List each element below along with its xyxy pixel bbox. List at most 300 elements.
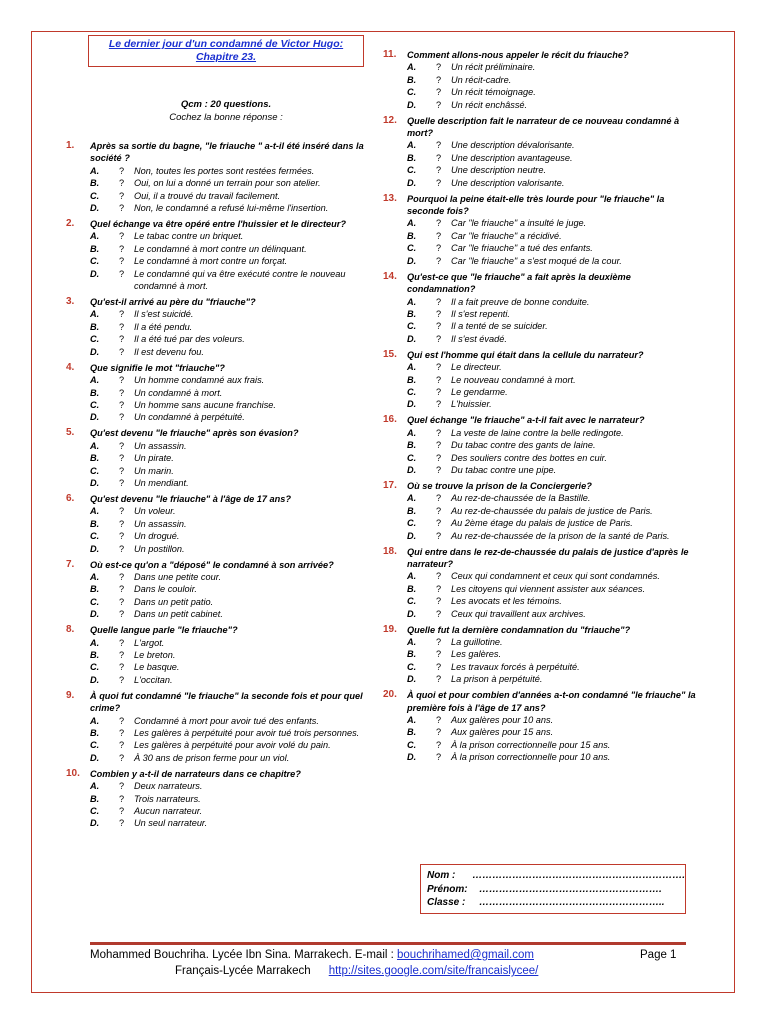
- option-letter: D.: [90, 203, 100, 214]
- checkbox-icon[interactable]: ?: [436, 87, 442, 98]
- option-text: Aucun narrateur.: [134, 806, 203, 817]
- answer-option[interactable]: [383, 595, 698, 607]
- option-letter: A.: [407, 62, 417, 73]
- checkbox-icon[interactable]: ?: [119, 818, 125, 829]
- option-text: Non, toutes les portes sont restées fermées.: [134, 165, 315, 176]
- option-letter: B.: [90, 584, 100, 595]
- checkbox-icon[interactable]: ?: [436, 62, 442, 73]
- option-text: Un récit-cadre.: [451, 74, 512, 85]
- answer-option[interactable]: [66, 805, 364, 817]
- checkbox-icon[interactable]: ?: [119, 440, 125, 451]
- option-text: La prison à perpétuité.: [451, 674, 543, 685]
- question-item: [66, 559, 364, 621]
- checkbox-icon[interactable]: ?: [119, 662, 125, 673]
- checkbox-icon[interactable]: ?: [119, 190, 125, 201]
- answer-option[interactable]: [383, 386, 698, 398]
- question-text: Qui est l'homme qui était dans la cellule du narrateur?: [407, 349, 644, 360]
- answer-option[interactable]: [66, 387, 364, 399]
- answer-option[interactable]: [383, 139, 698, 151]
- option-letter: B.: [407, 649, 417, 660]
- checkbox-icon[interactable]: ?: [436, 583, 442, 594]
- question-number: 16.: [383, 414, 397, 426]
- answer-option[interactable]: [383, 374, 698, 386]
- checkbox-icon[interactable]: ?: [436, 374, 442, 385]
- checkbox-icon[interactable]: ?: [119, 596, 125, 607]
- option-text: Un condamné à mort.: [134, 387, 223, 398]
- answer-option[interactable]: [383, 648, 698, 660]
- option-text: Car "le friauche" a tué des enfants.: [451, 243, 593, 254]
- checkbox-icon[interactable]: ?: [436, 674, 442, 685]
- question-text: Quel échange "le friauche" a-t-il fait avec le narrateur?: [407, 415, 645, 426]
- option-text: Le breton.: [134, 650, 176, 660]
- option-letter: C.: [90, 531, 100, 542]
- answer-option[interactable]: [66, 637, 364, 649]
- checkbox-icon[interactable]: ?: [436, 308, 442, 319]
- answer-option[interactable]: [66, 321, 364, 333]
- option-text: Oui, on lui a donné un terrain pour son atelier.: [134, 178, 321, 189]
- checkbox-icon[interactable]: ?: [119, 477, 125, 488]
- checkbox-icon[interactable]: ?: [119, 740, 125, 751]
- question-line: [66, 493, 364, 505]
- answer-option[interactable]: [383, 308, 698, 320]
- answer-option[interactable]: [383, 673, 698, 685]
- option-text: Les galères.: [451, 649, 502, 660]
- answer-option[interactable]: [383, 398, 698, 410]
- option-letter: B.: [407, 230, 417, 241]
- option-letter: A.: [90, 375, 100, 386]
- answer-option[interactable]: [383, 608, 698, 620]
- option-letter: D.: [407, 752, 417, 763]
- answer-option[interactable]: [66, 793, 364, 805]
- checkbox-icon[interactable]: ?: [436, 530, 442, 541]
- answer-option[interactable]: [383, 242, 698, 254]
- checkbox-icon[interactable]: ?: [436, 177, 442, 188]
- checkbox-icon[interactable]: ?: [119, 309, 125, 320]
- checkbox-icon[interactable]: ?: [436, 596, 442, 607]
- option-text: L'argot.: [134, 637, 165, 648]
- option-letter: D.: [407, 255, 417, 266]
- question-text: Où se trouve la prison de la Conciergerie?: [407, 480, 592, 491]
- checkbox-icon[interactable]: ?: [436, 493, 442, 504]
- footer-site-line: [175, 964, 538, 979]
- checkbox-icon[interactable]: ?: [436, 99, 442, 110]
- option-text: Il a tenté de se suicider.: [451, 321, 548, 332]
- checkbox-icon[interactable]: ?: [436, 165, 442, 176]
- option-letter: C.: [407, 452, 417, 463]
- answer-option[interactable]: [383, 517, 698, 529]
- class-row: [427, 896, 685, 910]
- checkbox-icon[interactable]: ?: [119, 178, 125, 189]
- checkbox-icon[interactable]: ?: [119, 268, 125, 279]
- checkbox-icon[interactable]: ?: [119, 650, 125, 660]
- answer-option[interactable]: [383, 296, 698, 308]
- option-text: Les galères à perpétuité pour avoir volé du pain.: [134, 740, 331, 751]
- answer-option[interactable]: [66, 608, 364, 620]
- checkbox-icon[interactable]: ?: [119, 781, 125, 792]
- option-text: Les travaux forcés à perpétuité.: [451, 661, 580, 672]
- option-text: Aux galères pour 15 ans.: [451, 727, 554, 738]
- checkbox-icon[interactable]: ?: [436, 752, 442, 763]
- option-letter: B.: [90, 793, 100, 804]
- checkbox-icon[interactable]: ?: [436, 333, 442, 344]
- checkbox-icon[interactable]: ?: [436, 218, 442, 229]
- question-number: 6.: [66, 492, 75, 504]
- checkbox-icon[interactable]: ?: [436, 637, 442, 648]
- question-line: [66, 296, 364, 308]
- question-item: [383, 480, 698, 542]
- option-letter: C.: [90, 662, 100, 673]
- checkbox-icon[interactable]: ?: [436, 739, 442, 750]
- question-text: Qu'est-ce que "le friauche" a fait après la deuxième condamnation?: [407, 271, 631, 295]
- instruction-text: Cochez la bonne réponse :: [169, 112, 283, 123]
- checkbox-icon[interactable]: ?: [119, 531, 125, 542]
- option-text: Condamné à mort pour avoir tué des enfants.: [134, 715, 319, 726]
- option-text: Au rez-de-chaussée de la Bastille.: [451, 493, 591, 504]
- checkbox-icon[interactable]: ?: [119, 375, 125, 386]
- answer-option[interactable]: [383, 361, 698, 373]
- footer-email-link[interactable]: bouchrihamed@gmail.com: [397, 949, 534, 961]
- checkbox-icon[interactable]: ?: [119, 465, 125, 476]
- answer-option[interactable]: [66, 596, 364, 608]
- option-text: Des souliers contre des bottes en cuir.: [451, 452, 607, 463]
- checkbox-icon[interactable]: ?: [436, 230, 442, 241]
- question-item: [66, 768, 364, 830]
- option-letter: B.: [407, 727, 417, 738]
- answer-option[interactable]: [383, 427, 698, 439]
- footer-author-text: Mohammed Bouchriha. Lycée Ibn Sina. Marrakech. E-mail :: [90, 949, 398, 961]
- option-text: Aux galères pour 10 ans.: [451, 715, 554, 726]
- question-line: [383, 624, 698, 636]
- answer-option[interactable]: [66, 505, 364, 517]
- option-letter: B.: [407, 308, 417, 319]
- answer-option[interactable]: [66, 583, 364, 595]
- question-number: 19.: [383, 623, 397, 635]
- option-letter: B.: [90, 387, 100, 398]
- option-letter: D.: [90, 674, 100, 685]
- question-item: [66, 140, 364, 214]
- checkbox-icon[interactable]: ?: [436, 649, 442, 660]
- question-item: [383, 624, 698, 686]
- name-field[interactable]: ……………………………………………………….: [472, 870, 685, 881]
- option-letter: C.: [407, 165, 417, 176]
- question-number: 9.: [66, 689, 75, 701]
- question-item: [383, 689, 698, 763]
- answer-option[interactable]: [383, 333, 698, 345]
- answer-option[interactable]: [66, 399, 364, 411]
- option-text: À 30 ans de prison ferme pour un viol.: [134, 752, 290, 763]
- question-item: [66, 493, 364, 555]
- checkbox-icon[interactable]: ?: [119, 728, 125, 739]
- question-number: 8.: [66, 624, 75, 636]
- option-text: Le nouveau condamné à mort.: [451, 374, 576, 385]
- option-text: Un assassin.: [134, 440, 187, 451]
- option-letter: D.: [90, 412, 100, 423]
- checkbox-icon[interactable]: ?: [119, 321, 125, 332]
- option-text: Trois narrateurs.: [134, 793, 201, 804]
- checkbox-icon[interactable]: ?: [436, 152, 442, 163]
- option-text: Car "le friauche" a s'est moqué de la cour.: [451, 255, 622, 266]
- checkbox-icon[interactable]: ?: [119, 412, 125, 423]
- option-letter: A.: [90, 715, 100, 726]
- question-line: [66, 362, 364, 374]
- checkbox-icon[interactable]: ?: [436, 661, 442, 672]
- question-text: Après sa sortie du bagne, "le friauche " a-t-il été inséré dans la société ?: [90, 141, 364, 164]
- option-text: Les citoyens qui viennent assister aux séances.: [451, 583, 646, 594]
- answer-option[interactable]: [66, 202, 364, 214]
- option-text: Le tabac contre un briquet.: [134, 231, 244, 242]
- title-line-2: Chapitre 23.: [195, 51, 257, 63]
- option-letter: C.: [90, 465, 100, 476]
- checkbox-icon[interactable]: ?: [119, 609, 125, 620]
- title-line-1: Le dernier jour d'un condamné de Victor Hugo:: [108, 38, 344, 50]
- option-text: Le gendarme.: [451, 386, 508, 397]
- answer-option[interactable]: [66, 661, 364, 673]
- answer-option[interactable]: [66, 477, 364, 489]
- answer-option[interactable]: [66, 333, 364, 345]
- checkbox-icon[interactable]: ?: [119, 518, 125, 529]
- checkbox-icon[interactable]: ?: [119, 584, 125, 595]
- option-text: À la prison correctionnelle pour 15 ans.: [451, 739, 611, 750]
- checkbox-icon[interactable]: ?: [119, 674, 125, 685]
- answer-option[interactable]: [383, 439, 698, 451]
- class-field[interactable]: ………………………………………………..: [479, 897, 665, 908]
- answer-option[interactable]: [66, 571, 364, 583]
- option-letter: A.: [407, 140, 417, 151]
- checkbox-icon[interactable]: ?: [436, 140, 442, 151]
- answer-option[interactable]: [66, 411, 364, 423]
- answer-option[interactable]: [66, 780, 364, 792]
- option-letter: C.: [90, 596, 100, 607]
- answer-option[interactable]: [383, 99, 698, 111]
- option-text: Un récit enchâssé.: [451, 99, 528, 110]
- checkbox-icon[interactable]: ?: [119, 346, 125, 357]
- option-text: Le basque.: [134, 662, 180, 673]
- option-letter: D.: [407, 99, 417, 110]
- answer-option[interactable]: [66, 255, 364, 267]
- answer-option[interactable]: [66, 817, 364, 829]
- checkbox-icon[interactable]: ?: [436, 505, 442, 516]
- option-text: Car "le friauche" a insulté le juge.: [451, 218, 587, 229]
- checkbox-icon[interactable]: ?: [119, 571, 125, 582]
- answer-option[interactable]: [383, 152, 698, 164]
- question-text: Pourquoi la peine était-elle très lourde pour "le friauche" la seconde fois?: [407, 193, 665, 217]
- firstname-field[interactable]: ……………………………………………….: [479, 883, 662, 895]
- answer-option[interactable]: [383, 530, 698, 542]
- question-line: [383, 480, 698, 492]
- checkbox-icon[interactable]: ?: [436, 608, 442, 619]
- option-text: Dans un petit patio.: [134, 596, 214, 607]
- checkbox-icon[interactable]: ?: [119, 203, 125, 214]
- option-letter: A.: [90, 231, 100, 242]
- answer-option[interactable]: [383, 492, 698, 504]
- option-letter: D.: [90, 346, 100, 357]
- option-text: Non, le condamné a refusé lui-même l'insertion.: [134, 203, 329, 214]
- answer-option[interactable]: [66, 190, 364, 202]
- checkbox-icon[interactable]: ?: [119, 256, 125, 267]
- question-line: [383, 414, 698, 426]
- checkbox-icon[interactable]: ?: [119, 243, 125, 254]
- option-letter: C.: [90, 806, 100, 817]
- checkbox-icon[interactable]: ?: [436, 386, 442, 397]
- answer-option[interactable]: [66, 165, 364, 177]
- answer-option[interactable]: [66, 268, 364, 293]
- answer-option[interactable]: [66, 465, 364, 477]
- answer-option[interactable]: [66, 727, 364, 739]
- option-letter: A.: [407, 218, 417, 229]
- answer-option[interactable]: [66, 739, 364, 751]
- question-line: [383, 271, 698, 296]
- option-text: Le directeur.: [451, 362, 502, 373]
- checkbox-icon[interactable]: ?: [119, 637, 125, 648]
- checkbox-icon[interactable]: ?: [119, 806, 125, 817]
- option-letter: A.: [90, 571, 100, 582]
- answer-option[interactable]: [66, 230, 364, 242]
- option-letter: C.: [407, 386, 417, 397]
- option-letter: C.: [407, 243, 417, 254]
- document-title-box: [88, 35, 364, 67]
- question-item: [66, 296, 364, 358]
- answer-option[interactable]: [383, 583, 698, 595]
- checkbox-icon[interactable]: ?: [436, 362, 442, 373]
- option-text: Une description avantageuse.: [451, 152, 573, 163]
- answer-option[interactable]: [383, 320, 698, 332]
- answer-option[interactable]: [383, 636, 698, 648]
- checkbox-icon[interactable]: ?: [436, 321, 442, 332]
- question-text: À quoi et pour combien d'années a-t-on condamné "le friauche" la première fois à l'âge de 17 ans?: [407, 690, 696, 713]
- checkbox-icon[interactable]: ?: [436, 452, 442, 463]
- answer-option[interactable]: [66, 346, 364, 358]
- option-letter: D.: [407, 464, 417, 475]
- option-text: Un assassin.: [134, 518, 187, 529]
- footer-site-link[interactable]: http://sites.google.com/site/francaislycee/: [328, 965, 539, 977]
- checkbox-icon[interactable]: ?: [119, 334, 125, 345]
- answer-option[interactable]: [383, 505, 698, 517]
- question-line: [66, 768, 364, 780]
- student-info-box: [420, 864, 686, 914]
- checkbox-icon[interactable]: ?: [436, 399, 442, 410]
- option-letter: D.: [90, 609, 100, 620]
- checkbox-icon[interactable]: ?: [119, 543, 125, 554]
- answer-option[interactable]: [383, 726, 698, 738]
- option-text: Oui, il a trouvé du travail facilement.: [134, 190, 281, 201]
- option-text: Un voleur.: [134, 506, 176, 517]
- answer-option[interactable]: [66, 518, 364, 530]
- answer-option[interactable]: [383, 739, 698, 751]
- question-text: Comment allons-nous appeler le récit du friauche?: [407, 50, 629, 60]
- answer-option[interactable]: [383, 570, 698, 582]
- checkbox-icon[interactable]: ?: [436, 464, 442, 475]
- answer-option[interactable]: [66, 177, 364, 189]
- answer-option[interactable]: [66, 543, 364, 555]
- option-letter: A.: [90, 309, 100, 320]
- checkbox-icon[interactable]: ?: [119, 231, 125, 242]
- option-letter: C.: [407, 518, 417, 529]
- option-text: Du tabac contre des gants de laine.: [451, 440, 596, 451]
- checkbox-icon[interactable]: ?: [119, 453, 125, 464]
- option-letter: D.: [407, 608, 417, 619]
- option-letter: A.: [407, 715, 417, 726]
- checkbox-icon[interactable]: ?: [436, 74, 442, 85]
- answer-option[interactable]: [66, 452, 364, 464]
- option-text: Il s'est évadé.: [451, 333, 507, 344]
- answer-option[interactable]: [383, 452, 698, 464]
- answer-option[interactable]: [383, 230, 698, 242]
- checkbox-icon[interactable]: ?: [119, 399, 125, 410]
- answer-option[interactable]: [383, 714, 698, 726]
- answer-option[interactable]: [383, 464, 698, 476]
- answer-option[interactable]: [66, 243, 364, 255]
- questions-left-column: [66, 140, 364, 833]
- checkbox-icon[interactable]: ?: [436, 427, 442, 438]
- checkbox-icon[interactable]: ?: [436, 243, 442, 254]
- question-number: 10.: [66, 767, 80, 779]
- answer-option[interactable]: [383, 255, 698, 267]
- option-text: L'huissier.: [451, 399, 492, 410]
- answer-option[interactable]: [383, 74, 698, 86]
- answer-option[interactable]: [383, 61, 698, 73]
- answer-option[interactable]: [383, 86, 698, 98]
- answer-option[interactable]: [383, 177, 698, 189]
- class-label: Classe :: [427, 897, 466, 908]
- checkbox-icon[interactable]: ?: [119, 752, 125, 763]
- name-row: [427, 869, 685, 883]
- answer-option[interactable]: [66, 649, 364, 661]
- question-line: [66, 690, 364, 715]
- answer-option[interactable]: [66, 715, 364, 727]
- answer-option[interactable]: [66, 308, 364, 320]
- checkbox-icon[interactable]: ?: [119, 506, 125, 517]
- option-letter: C.: [90, 740, 100, 751]
- checkbox-icon[interactable]: ?: [436, 440, 442, 451]
- option-text: Un postillon.: [134, 543, 185, 554]
- option-text: Un récit témoignage.: [451, 87, 536, 98]
- checkbox-icon[interactable]: ?: [119, 793, 125, 804]
- option-text: Les galères à perpétuité pour avoir tué trois personnes.: [134, 728, 360, 739]
- checkbox-icon[interactable]: ?: [436, 715, 442, 726]
- answer-option[interactable]: [66, 752, 364, 764]
- option-text: Un mendiant.: [134, 477, 189, 488]
- answer-option[interactable]: [66, 374, 364, 386]
- option-letter: B.: [90, 243, 100, 254]
- checkbox-icon[interactable]: ?: [436, 571, 442, 582]
- checkbox-icon[interactable]: ?: [436, 727, 442, 738]
- option-letter: B.: [407, 152, 417, 163]
- question-item: [383, 115, 698, 189]
- option-text: Il s'est repenti.: [451, 308, 510, 319]
- option-letter: A.: [407, 427, 417, 438]
- option-text: Au rez-de-chaussée du palais de justice de Paris.: [451, 505, 653, 516]
- option-text: Dans une petite cour.: [134, 571, 221, 582]
- option-letter: D.: [90, 752, 100, 763]
- answer-option[interactable]: [383, 661, 698, 673]
- option-text: Car "le friauche" a récidivé.: [451, 230, 562, 241]
- checkbox-icon[interactable]: ?: [436, 255, 442, 266]
- answer-option[interactable]: [383, 217, 698, 229]
- answer-option[interactable]: [383, 751, 698, 763]
- answer-option[interactable]: [66, 440, 364, 452]
- checkbox-icon[interactable]: ?: [436, 518, 442, 529]
- answer-option[interactable]: [66, 530, 364, 542]
- option-text: Les avocats et les témoins.: [451, 596, 562, 607]
- option-letter: C.: [90, 256, 100, 267]
- answer-option[interactable]: [66, 674, 364, 686]
- checkbox-icon[interactable]: ?: [436, 296, 442, 307]
- answer-option[interactable]: [383, 164, 698, 176]
- checkbox-icon[interactable]: ?: [119, 387, 125, 398]
- checkbox-icon[interactable]: ?: [119, 715, 125, 726]
- checkbox-icon[interactable]: ?: [119, 165, 125, 176]
- option-letter: A.: [407, 637, 417, 648]
